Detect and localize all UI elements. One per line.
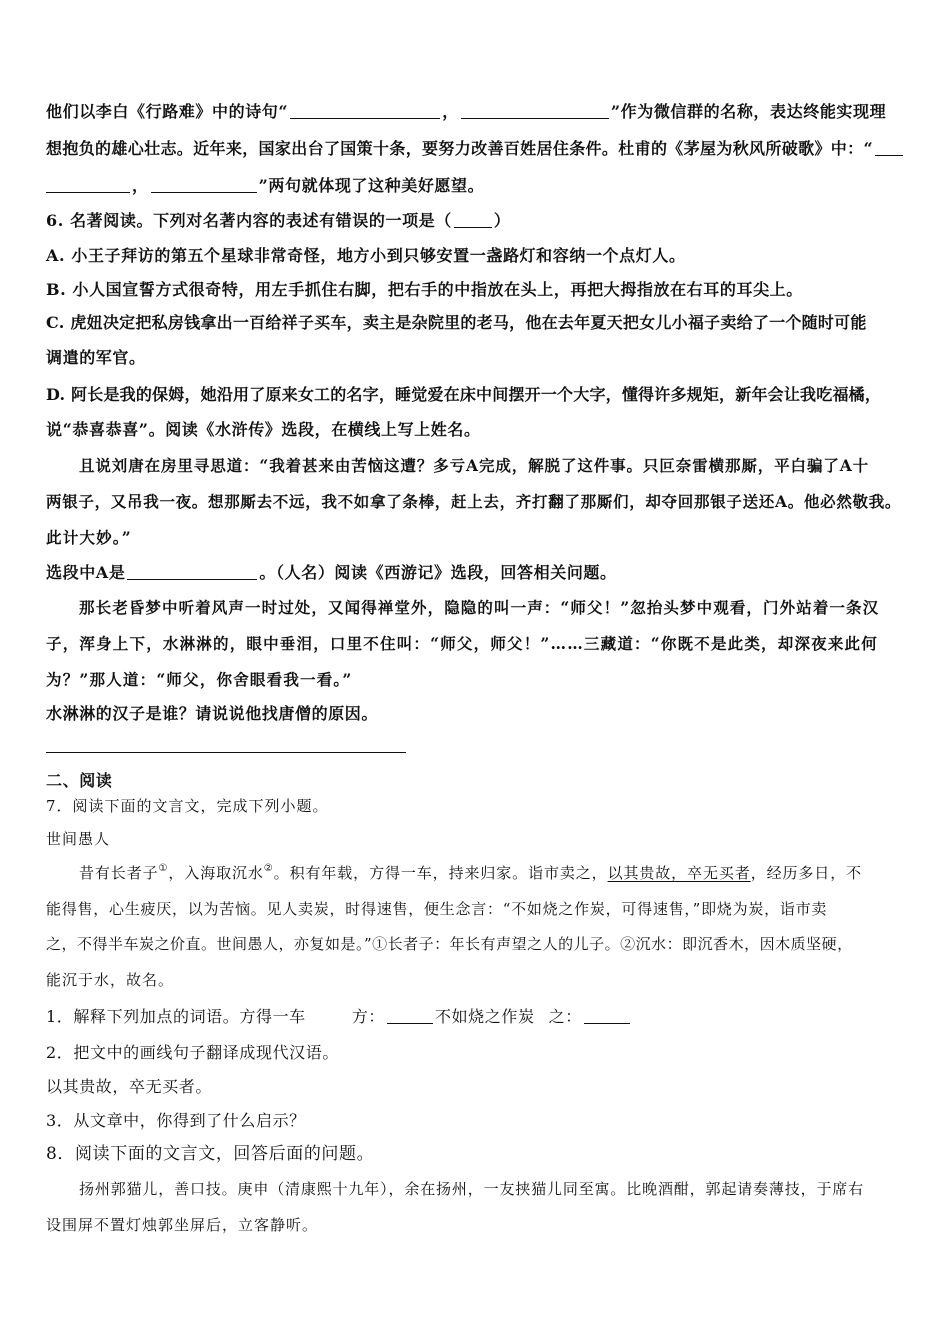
sub-question-3: 3．从文章中，你得到了什么启示？ [46, 1111, 306, 1130]
shuihu-paragraph-line3: 此计大妙。” [46, 528, 132, 547]
xiyou-paragraph-line3: 为？”那人道：“师父，你舍眼看我一看。” [46, 670, 353, 689]
passage-text: ，经历多日，不 [750, 864, 862, 882]
passage-line3: 之，不得半车炭之价直。世间愚人，亦复如是。”①长者子：年长有声望之人的儿子。②沉水：即沉香木，因木质坚硬， [46, 935, 853, 953]
q6-option-d-line1: D. 阿长是我的保姆，她沿用了原来女工的名字，睡觉爱在床中间摆开一个大字，懂得许多规矩，新年会让我吃福橘， [46, 385, 882, 404]
answer-blank[interactable] [454, 211, 492, 228]
q5-line3-post: ”两句就体现了这种美好愿望。 [258, 176, 485, 195]
shuihu-paragraph-line2: 两银子，又吊我一夜。想那厮去不远，我不如拿了条棒，赶上去，齐打翻了那厮们，却夺回那银子送还A。他必然敬我。 [46, 492, 902, 511]
answer-blank[interactable] [461, 102, 609, 119]
underlined-sentence: 以其贵故，卒无买者 [607, 864, 751, 882]
sub-question-2: 2．把文中的画线句子翻译成现代汉语。 [46, 1043, 339, 1062]
shuihu-question-pre: 选段中A是 [46, 563, 126, 582]
sub1-fang-label: 方： [351, 1007, 385, 1026]
q8-passage-line1: 扬州郭猫儿，善口技。庚申（清康熙十九年），余在扬州，一友挟猫儿同至寓。比晚酒酣，郭起请奏薄技，于席右 [79, 1180, 865, 1198]
shuihu-paragraph-line1: 且说刘唐在房里寻思道：“我着甚来由苦恼这遭？多亏A完成，解脱了这件事。只叵奈雷横那厮，平白骗了A十 [79, 456, 870, 475]
answer-blank[interactable] [387, 1007, 433, 1024]
q6-stem-pre: 6. 名著阅读。下列对名著内容的表述有错误的一项是（ [46, 211, 452, 230]
q6-option-a: A. 小王子拜访的第五个星球非常奇怪，地方小到只够安置一盏路灯和容纳一个点灯人。 [46, 246, 686, 265]
passage-title: 世间愚人 [46, 830, 111, 848]
footnote-marker: ① [158, 863, 169, 874]
footnote-marker: ② [263, 863, 274, 874]
passage-line1 [79, 863, 862, 883]
xiyou-question: 水淋淋的汉子是谁？请说说他找唐僧的原因。 [46, 704, 379, 723]
answer-blank[interactable] [151, 176, 257, 193]
xiyou-paragraph-line2: 子，浑身上下，水淋淋的，眼中垂泪，口里不住叫：“师父，师父！”……三藏道：“你既不是此类，却深夜来此何 [46, 634, 878, 653]
shuihu-question [46, 563, 617, 583]
passage-text: 昔有长者子 [79, 864, 159, 882]
q5-line3-mid: ， [132, 176, 149, 195]
q5-line-2 [46, 139, 905, 159]
q5-line1-pre: 他们以李白《行路难》中的诗句“ [46, 102, 289, 121]
q6-option-d-line2: 说“恭喜恭喜”。阅读《水浒传》选段，在横线上写上姓名。 [46, 420, 481, 439]
q5-line-3 [46, 176, 484, 196]
q5-line2-text: 想抱负的雄心壮志。近年来，国家出台了国策十条，要努力改善百姓居住条件。杜甫的《茅屋为秋风所破歌》中：“ [46, 139, 874, 158]
answer-blank[interactable] [127, 563, 257, 580]
answer-line[interactable] [46, 752, 406, 753]
xiyou-paragraph-line1: 那长老昏梦中听着风声一时过处，又闻得禅堂外，隐隐的叫一声：“师父！”忽抬头梦中观看，门外站着一条汉 [79, 598, 880, 617]
sub-question-1 [46, 1007, 632, 1027]
answer-blank[interactable] [290, 102, 440, 119]
answer-blank[interactable] [584, 1007, 630, 1024]
q7-stem: 7．阅读下面的文言文，完成下列小题。 [46, 797, 329, 815]
sub1-text-2: 不如烧之作炭 [434, 1007, 535, 1026]
section-heading: 二、阅读 [46, 771, 113, 790]
passage-line2: 能得售，心生疲厌，以为苦恼。见人卖炭，时得速售，便生念言：“不如烧之作炭，可得速售，”即烧为炭，诣市卖 [46, 900, 828, 918]
passage-text: ，入海取沉水 [168, 864, 264, 882]
passage-line4: 能沉于水，故名。 [46, 971, 175, 989]
q5-line1-mid: ， [442, 102, 459, 121]
q5-line1-post: ”作为微信群的名称，表达终能实现理 [610, 102, 887, 121]
q6-option-c-line2: 调遣的军官。 [46, 348, 146, 367]
passage-text: 。积有年载，方得一车，持来归家。诣市卖之， [273, 864, 608, 882]
sub1-zhi-label: 之： [548, 1007, 582, 1026]
q8-passage-line2: 设围屏不置灯烛郭坐屏后，立客静听。 [46, 1216, 319, 1234]
q6-stem-post: ） [493, 211, 511, 230]
sub-question-2-sentence: 以其贵故，卒无买者。 [46, 1077, 213, 1096]
q6-option-b: B. 小人国宣誓方式很奇特，用左手抓住右脚，把右手的中指放在头上，再把大拇指放在右耳的耳尖上。 [46, 280, 803, 299]
answer-blank[interactable] [875, 139, 903, 156]
answer-blank[interactable] [46, 176, 130, 193]
q6-stem [46, 211, 510, 231]
q5-line-1 [46, 102, 886, 122]
q6-option-c-line1: C. 虎妞决定把私房钱拿出一百给祥子买车，卖主是杂院里的老马，他在去年夏天把女儿小福子卖给了一个随时可能 [46, 313, 867, 332]
shuihu-question-post: 。（人名）阅读《西游记》选段，回答相关问题。 [259, 563, 617, 582]
q8-stem: 8．阅读下面的文言文，回答后面的问题。 [46, 1144, 375, 1164]
sub1-text: 1．解释下列加点的词语。方得一车 [46, 1007, 306, 1026]
